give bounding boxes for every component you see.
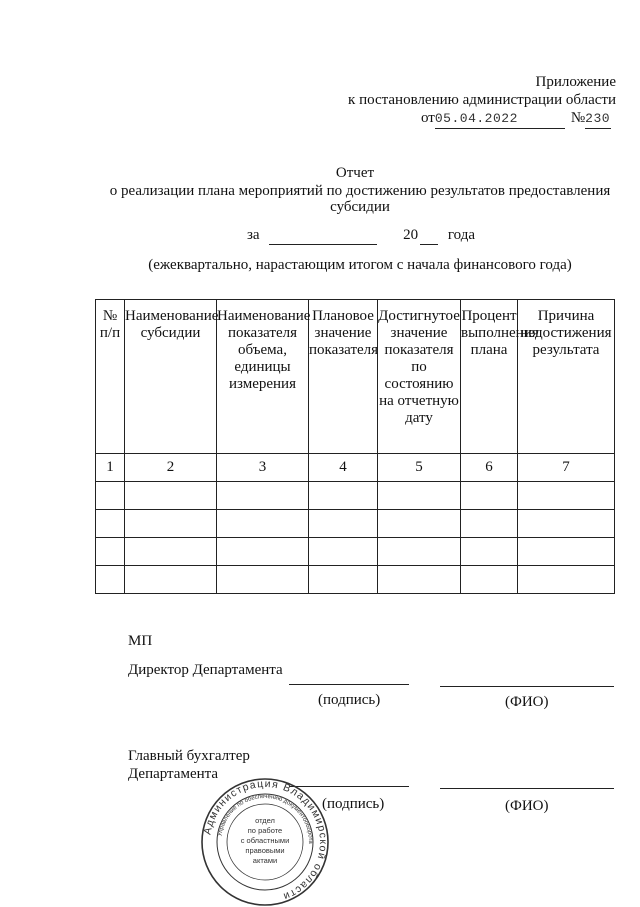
table-cell bbox=[461, 510, 518, 538]
table-cell bbox=[125, 566, 217, 594]
table-cell bbox=[309, 510, 378, 538]
table-cell bbox=[461, 482, 518, 510]
year-prefix: 20 bbox=[403, 227, 419, 243]
table-cell bbox=[96, 482, 125, 510]
table-cell bbox=[461, 538, 518, 566]
column-header-percent: Процент выполнения плана bbox=[461, 300, 518, 454]
column-number-cell: 3 bbox=[217, 454, 309, 482]
column-header-reason: Причина недостижения результата bbox=[518, 300, 615, 454]
report-subtitle-line2: субсидии bbox=[330, 199, 390, 215]
table-cell bbox=[309, 538, 378, 566]
report-title: Отчет bbox=[335, 165, 375, 181]
column-number-cell: 2 bbox=[125, 454, 217, 482]
period-for-label: за bbox=[247, 227, 260, 243]
accountant-name-line bbox=[440, 788, 614, 789]
official-stamp bbox=[200, 777, 330, 907]
period-line bbox=[247, 226, 475, 245]
table-cell bbox=[217, 538, 309, 566]
appendix-subtitle: к постановлению администрации области bbox=[348, 92, 616, 108]
stamp-center-line: с областными bbox=[240, 836, 290, 845]
from-label: от bbox=[421, 110, 435, 126]
period-blank bbox=[269, 226, 377, 245]
accountant-label-line1: Главный бухгалтер bbox=[128, 748, 250, 764]
table-cell bbox=[96, 566, 125, 594]
column-number-cell: 4 bbox=[309, 454, 378, 482]
stamp-center-line: отдел bbox=[255, 816, 275, 825]
table-cell bbox=[518, 482, 615, 510]
table-number-row bbox=[96, 454, 615, 482]
director-signature-line bbox=[289, 684, 409, 685]
table-cell bbox=[378, 538, 461, 566]
table-cell bbox=[309, 482, 378, 510]
report-table bbox=[95, 299, 615, 594]
director-label: Директор Департамента bbox=[128, 662, 283, 678]
accountant-label-line2: Департамента bbox=[128, 766, 219, 782]
table-cell bbox=[461, 566, 518, 594]
column-number-cell: 7 bbox=[518, 454, 615, 482]
director-name-line bbox=[440, 686, 614, 687]
column-number-cell: 6 bbox=[461, 454, 518, 482]
year-blank bbox=[420, 226, 438, 245]
stamp-ring-text: Администрация Владимирской области bbox=[201, 777, 330, 903]
seal-place-label: МП bbox=[128, 633, 153, 649]
date-value: 05.04.2022 bbox=[435, 110, 565, 129]
table-cell bbox=[125, 510, 217, 538]
stamp-inner-ring-text: Управление по обеспечению документооборота bbox=[217, 793, 314, 844]
column-header-subsidy-name: Наименование субсидии bbox=[125, 300, 217, 454]
table-row bbox=[96, 482, 615, 510]
table-cell bbox=[378, 566, 461, 594]
report-subtitle-line1: о реализации плана мероприятий по достижению результатов предоставления bbox=[109, 183, 611, 199]
accountant-signature-caption: (подпись) bbox=[322, 796, 385, 812]
year-suffix: года bbox=[447, 227, 475, 243]
director-name-caption: (ФИО) bbox=[505, 694, 549, 710]
column-number-cell: 5 bbox=[378, 454, 461, 482]
table-cell bbox=[217, 482, 309, 510]
column-number-cell: 1 bbox=[96, 454, 125, 482]
appendix-title: Приложение bbox=[535, 74, 616, 90]
table-cell bbox=[378, 510, 461, 538]
table-row bbox=[96, 538, 615, 566]
table-cell bbox=[217, 566, 309, 594]
table-cell bbox=[518, 510, 615, 538]
accountant-name-caption: (ФИО) bbox=[505, 798, 549, 814]
table-row bbox=[96, 510, 615, 538]
report-note: (ежеквартально, нарастающим итогом с начала финансового года) bbox=[148, 257, 572, 273]
table-cell bbox=[378, 482, 461, 510]
table-cell bbox=[518, 566, 615, 594]
table-cell bbox=[96, 538, 125, 566]
column-header-planned-value: Плановое значение показателя bbox=[309, 300, 378, 454]
column-header-achieved-value: Достигнутое значение показателя по состоянию на отчетную дату bbox=[378, 300, 461, 454]
table-cell bbox=[309, 566, 378, 594]
number-label: № bbox=[570, 110, 586, 126]
column-header-indicator-name: Наименование показателя объема, единицы измерения bbox=[217, 300, 309, 454]
table-cell bbox=[125, 538, 217, 566]
stamp-center-line: актами bbox=[252, 856, 278, 865]
number-value: 230 bbox=[585, 110, 611, 129]
table-cell bbox=[125, 482, 217, 510]
table-cell bbox=[518, 538, 615, 566]
date-line bbox=[421, 109, 611, 129]
table-row bbox=[96, 566, 615, 594]
director-signature-caption: (подпись) bbox=[318, 692, 381, 708]
column-header-number: № п/п bbox=[96, 300, 125, 454]
table-header-row bbox=[96, 300, 615, 454]
stamp-center-line: правовыми bbox=[245, 846, 285, 855]
table-cell bbox=[96, 510, 125, 538]
stamp-center-line: по работе bbox=[247, 826, 283, 835]
table-cell bbox=[217, 510, 309, 538]
